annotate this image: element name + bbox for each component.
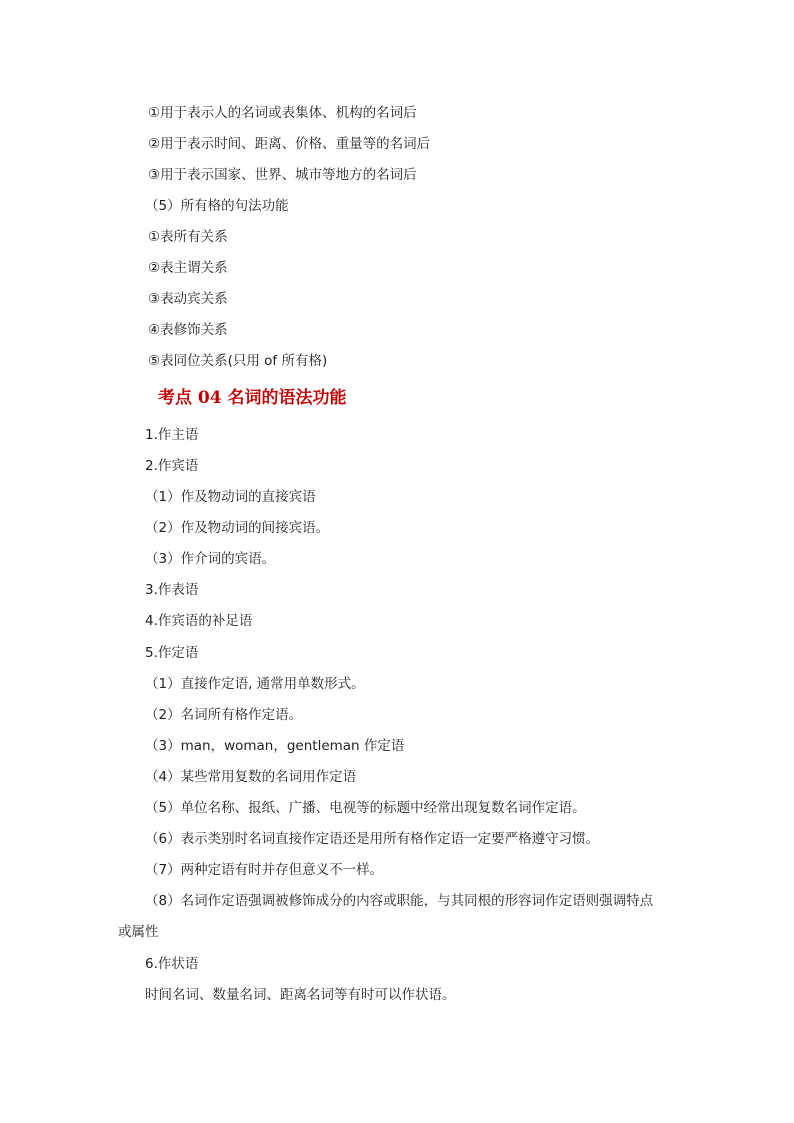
- text-line: （1）作及物动词的直接宾语: [145, 489, 316, 505]
- text-line: ③表动宾关系: [148, 291, 228, 307]
- text-line: ②用于表示时间、距离、价格、重量等的名词后: [148, 136, 431, 152]
- text-line: （6）表示类别时名词直接作定语还是用所有格作定语一定要严格遵守习惯。: [145, 831, 600, 847]
- text-line: （3）作介词的宾语。: [145, 551, 276, 567]
- text-line: （2）作及物动词的间接宾语。: [145, 520, 330, 536]
- text-line: （2）名词所有格作定语。: [145, 707, 303, 723]
- text-line: （4）某些常用复数的名词用作定语: [145, 769, 357, 785]
- text-line: 时间名词、数量名词、距离名词等有时可以作状语。: [145, 987, 456, 1003]
- text-line: ②表主谓关系: [148, 260, 228, 276]
- text-line: 2.作宾语: [145, 458, 199, 474]
- text-line: ①表所有关系: [148, 229, 228, 245]
- text-line: （5）所有格的句法功能: [145, 198, 289, 214]
- text-line: 或属性: [118, 924, 159, 940]
- text-line: 6.作状语: [145, 956, 199, 972]
- section-heading: 考点 04 名词的语法功能: [158, 388, 347, 408]
- text-line: ①用于表示人的名词或表集体、机构的名词后: [148, 105, 417, 121]
- text-line: ⑤表同位关系(只用 of 所有格): [148, 353, 328, 369]
- text-line: 4.作宾语的补足语: [145, 613, 253, 629]
- text-line: （8）名词作定语强调被修饰成分的内容或职能，与其同根的形容词作定语则强调特点: [145, 893, 654, 909]
- text-line: 3.作表语: [145, 582, 199, 598]
- text-line: （7）两种定语有时并存但意义不一样。: [145, 862, 384, 878]
- text-line: 5.作定语: [145, 645, 199, 661]
- text-line: 1.作主语: [145, 427, 199, 443]
- text-line: （1）直接作定语, 通常用单数形式。: [145, 676, 365, 692]
- text-line: ③用于表示国家、世界、城市等地方的名词后: [148, 167, 417, 183]
- text-line: ④表修饰关系: [148, 322, 228, 338]
- text-line: （5）单位名称、报纸、广播、电视等的标题中经常出现复数名词作定语。: [145, 800, 586, 816]
- text-line: （3）man，woman，gentleman 作定语: [145, 738, 405, 754]
